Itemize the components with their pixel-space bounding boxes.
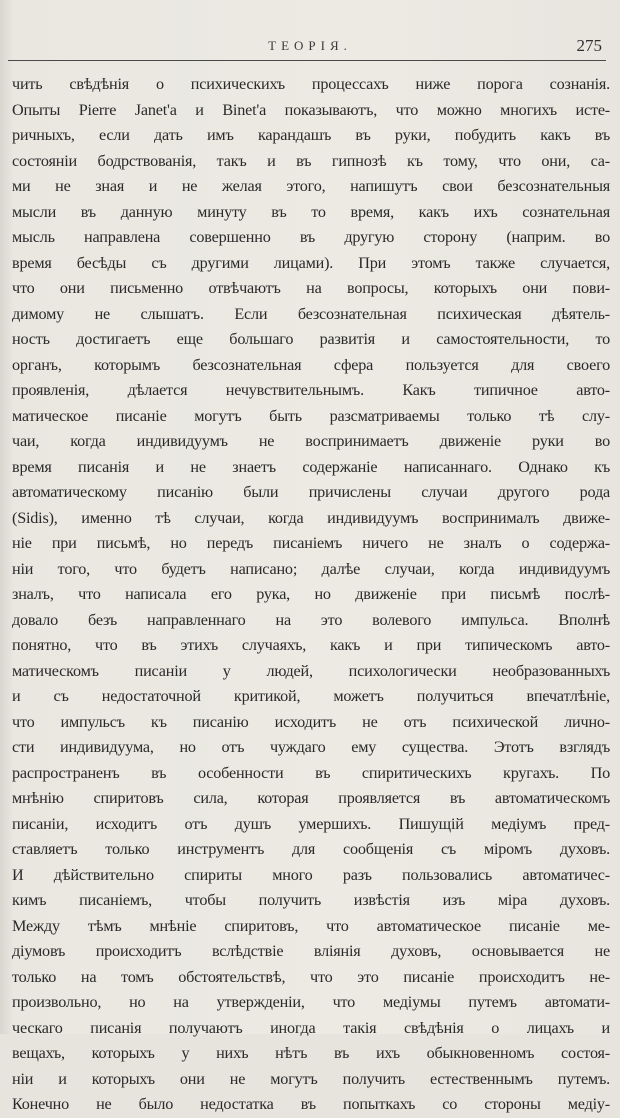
text-line: ніи того, что будетъ написано; далѣе случаи, когда индивидуумъ <box>12 559 610 578</box>
text-line: матическое писаніе могутъ быть разсматриваемы только тѣ слу- <box>12 406 610 425</box>
text-line: и съ недостаточной критикой, можетъ получиться впечатлѣніе, <box>12 687 610 705</box>
text-line: Опыты Pierre Janet'a и Binet'a показываютъ, что можно многихъ истe- <box>12 100 610 119</box>
text-line: ность достигаетъ еще большаго развитія и самостоятельности, то <box>12 330 610 348</box>
text-line: ніи и которыхъ они не могутъ получить естественнымъ путемъ. <box>12 1069 610 1088</box>
text-line: проявленія, дѣлается нечувствительнымъ. Какъ типичное авто- <box>12 381 610 399</box>
text-line: что импульсъ къ писанію исходитъ не отъ психической личнo- <box>12 712 610 731</box>
text-line: мысли въ данную минуту въ то время, какъ ихъ сознательная <box>12 202 610 221</box>
text-line: ставляетъ только инструментъ для сообщенія съ міромъ духовъ. <box>12 840 610 858</box>
text-line: что они письменно отвѣчаютъ на вопросы, которыхъ они пови- <box>12 279 610 297</box>
text-line: чить свѣдѣнія о психическихъ процессахъ ниже порога сознанія. <box>12 75 610 93</box>
text-line: ми не зная и не желая этого, напишутъ свои безсознательныя <box>12 177 610 195</box>
text-line: распространенъ въ особенности въ спиритическихъ кругахъ. По <box>12 763 610 782</box>
text-line: матическомъ писаніи у людей, психологически необразованныхъ <box>12 661 610 680</box>
text-line: время бесѣды съ другими лицами). При этомъ также случается, <box>12 253 610 272</box>
header-rule <box>8 60 606 61</box>
text-line: И дѣйствительно спириты много разъ пользовались автоматичес- <box>12 865 610 884</box>
page-number: 275 <box>576 36 602 55</box>
text-line: кимъ писаніемъ, чтобы получить извѣстія изъ міра духовъ. <box>12 891 610 909</box>
page-header <box>0 34 620 64</box>
text-line: время писанія и не знаетъ содержаніе написаннаго. Однако къ <box>12 457 610 476</box>
text-line: Конечно не было недостатка въ попыткахъ со стороны медіу- <box>12 1095 610 1113</box>
text-line: сти индивидуума, но отъ чуждаго ему существа. Этотъ взглядъ <box>12 738 610 756</box>
text-line: довало безъ направленнаго на это волевого импульса. Вполнѣ <box>12 610 610 629</box>
text-line: писаніи, исходитъ отъ душъ умершихъ. Пишущій медіумъ пред- <box>12 814 610 833</box>
text-line: состояніи бодрствованія, такъ и въ гипнозѣ къ тому, что они, са- <box>12 151 610 170</box>
text-line: произвольно, но на утвержденіи, что медіумы путемъ автомати- <box>12 993 610 1011</box>
body-text <box>12 72 610 1118</box>
text-line: мнѣнію спиритовъ сила, которая проявляется въ автоматическомъ <box>12 789 610 807</box>
running-title: ТЕОРІЯ. <box>268 38 352 53</box>
text-line: Между тѣмъ мнѣніе спиритовъ, что автоматическое писаніе ме- <box>12 916 610 935</box>
text-line: автоматическому писанію были причислены случаи другого рода <box>12 483 610 501</box>
text-line: только на томъ обстоятельствѣ, что это писаніе происходитъ не- <box>12 967 610 986</box>
text-line: понятно, что въ этихъ случаяхъ, какъ и при типическомъ авто- <box>12 636 610 654</box>
text-line: ческаго писанія получаютъ иногда такія свѣдѣнія о лицахъ и <box>12 1018 610 1037</box>
text-line: діумовъ происходитъ вслѣдствіе вліянія духовъ, основывается не <box>12 942 610 960</box>
text-line: мысль направлена совершенно въ другую сторону (наприм. во <box>12 228 610 246</box>
text-line: ніе при письмѣ, но передъ писаніемъ ничего не зналъ о содержа- <box>12 534 610 552</box>
text-line: димому не слышатъ. Если безсознательная психическая дѣятель- <box>12 304 610 323</box>
text-line: зналъ, что написала его рука, но движеніе при письмѣ послѣ- <box>12 585 610 603</box>
text-line: вещахъ, которыхъ у нихъ нѣтъ въ ихъ обыкновенномъ состоя- <box>12 1044 610 1062</box>
text-line: ричныхъ, если дать имъ карандашъ въ руки, побудить какъ въ <box>12 126 610 144</box>
text-line: органъ, которымъ безсознательная сфера пользуется для своего <box>12 355 610 374</box>
text-line: чаи, когда индивидуумъ не воспринимаетъ движеніе руки во <box>12 432 610 450</box>
text-line: (Sidis), именно тѣ случаи, когда индивидуумъ воспринималъ движе- <box>12 508 610 527</box>
